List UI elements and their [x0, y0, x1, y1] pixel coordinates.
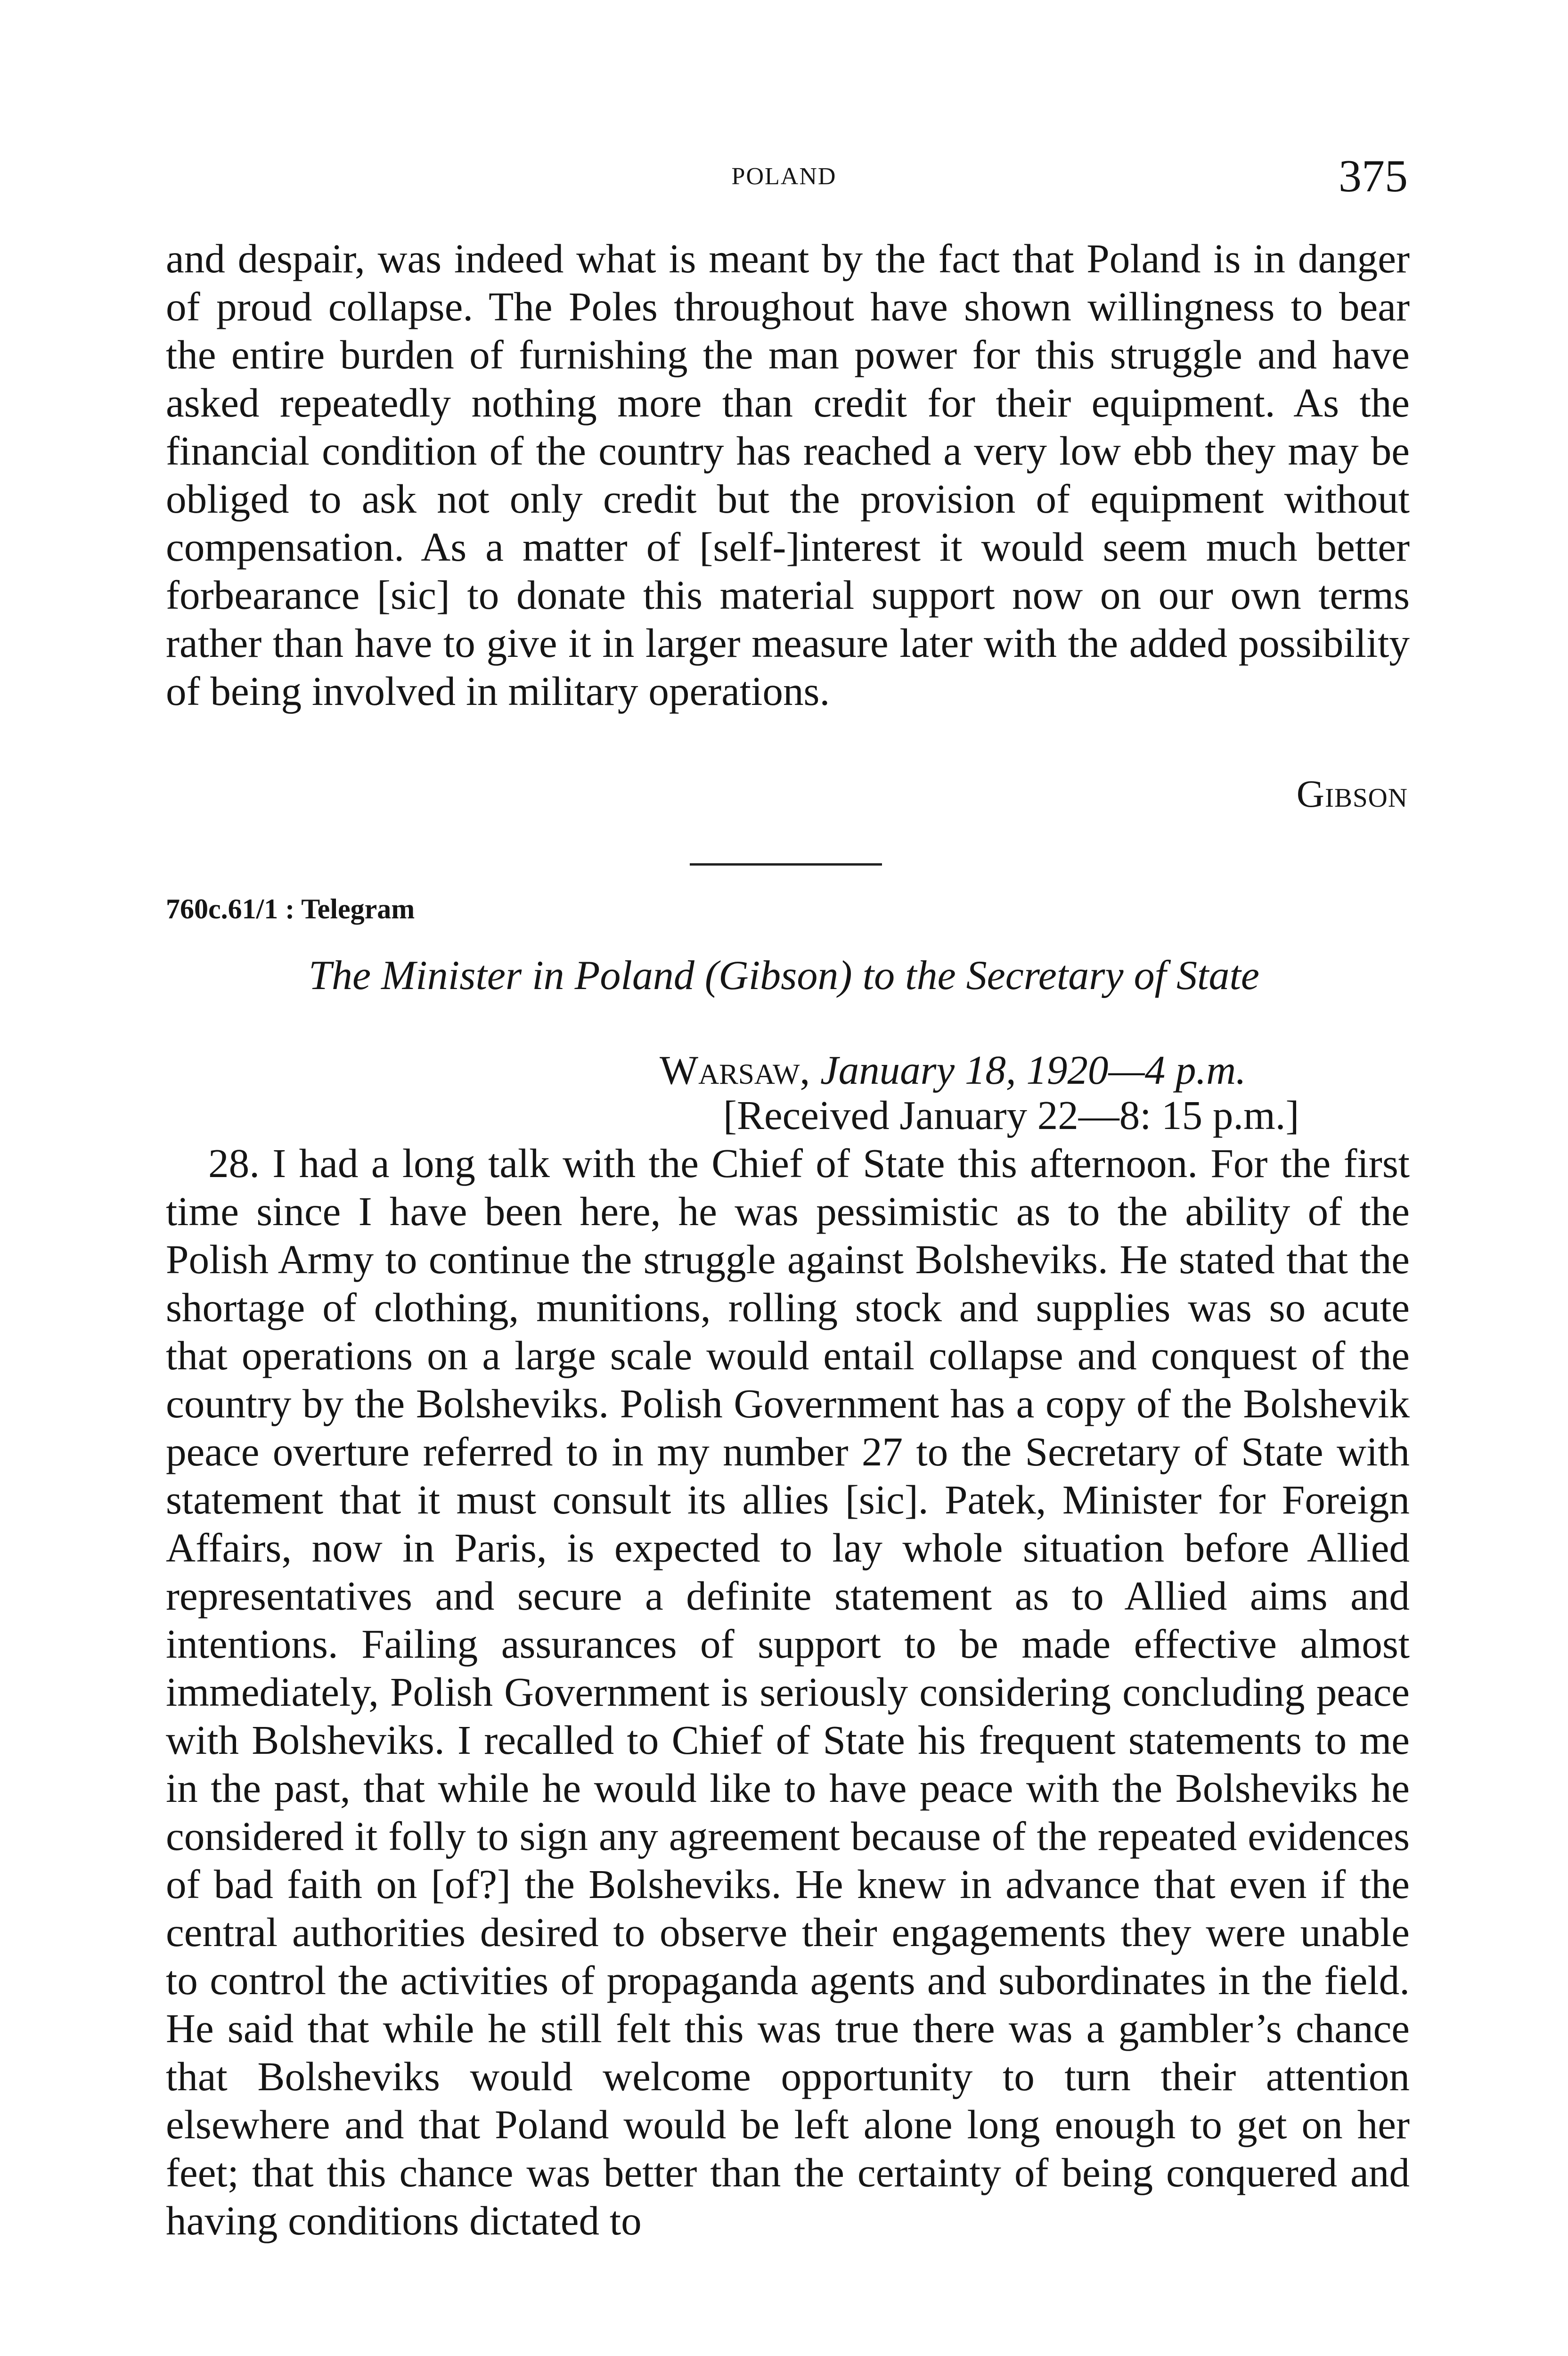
dateline [660, 1046, 1246, 1094]
received-note: [Received January 22—8: 15 p.m.] [723, 1092, 1299, 1138]
file-reference: 760c.61/1 : Telegram [166, 893, 415, 924]
section-divider [690, 863, 882, 866]
document-heading: The Minister in Poland (Gibson) to the Secretary of State [309, 953, 1259, 998]
telegram-body: 28. I had a long talk with the Chief of State this afternoon. For the first time since I have been here, he was pessimistic as to the ability of the Polish Army to continue the struggle against Bolsheviks. He stated that the shortage of clothing, munitions, rolling stock and supplies was so acute that operations on a large scale would entail collapse and conquest of the country by the Bolsheviks. Polish Government has a copy of the Bolshevik peace overture referred to in my number 27 to the Secretary of State with statement that it must consult its allies [sic]. Patek, Minister for Foreign Affairs, now in Paris, is expected to lay whole situation before Allied representatives and secure a definite statement as to Allied aims and intentions. Failing assurances of support to be made effective almost immediately, Polish Government is seriously considering concluding peace with Bolsheviks. I recalled to Chief of State his frequent statements to me in the past, that while he would like to have peace with the Bolsheviks he considered it folly to sign any agreement because of the repeated evidences of bad faith on [of?] the Bolsheviks. He knew in advance that even if the central authorities desired to observe their engagements they were unable to control the activities of propaganda agents and subordinates in the field. He said that while he still felt this was true there was a gambler’s chance that Bolsheviks would welcome opportunity to turn their attention elsewhere and that Poland would be left alone long enough to get on her feet; that this chance was better than the certainty of being conquered and having conditions dictated to [166, 1140, 1410, 2243]
page-number: 375 [1339, 151, 1408, 202]
continuation-paragraph: and despair, was indeed what is meant by the fact that Poland is in danger of proud collapse. The Poles throughout have shown willingness to bear the entire burden of furnishing the man power for this struggle and have asked repeatedly nothing more than credit for their equipment. As the financial condition of the country has reached a very low ebb they may be obliged to ask not only credit but the provision of equipment without compensation. As a matter of [self-]interest it would seem much better forbearance [sic] to donate this material support now on our own terms rather than have to give it in larger measure later with the added possibility of being involved in military operations. [166, 236, 1410, 714]
signature: Gibson [1296, 772, 1408, 815]
dateline-date: January 18, 1920—4 p.m. [820, 1047, 1246, 1093]
running-header: POLAND [731, 163, 837, 190]
dateline-place: Warsaw, [660, 1047, 810, 1093]
